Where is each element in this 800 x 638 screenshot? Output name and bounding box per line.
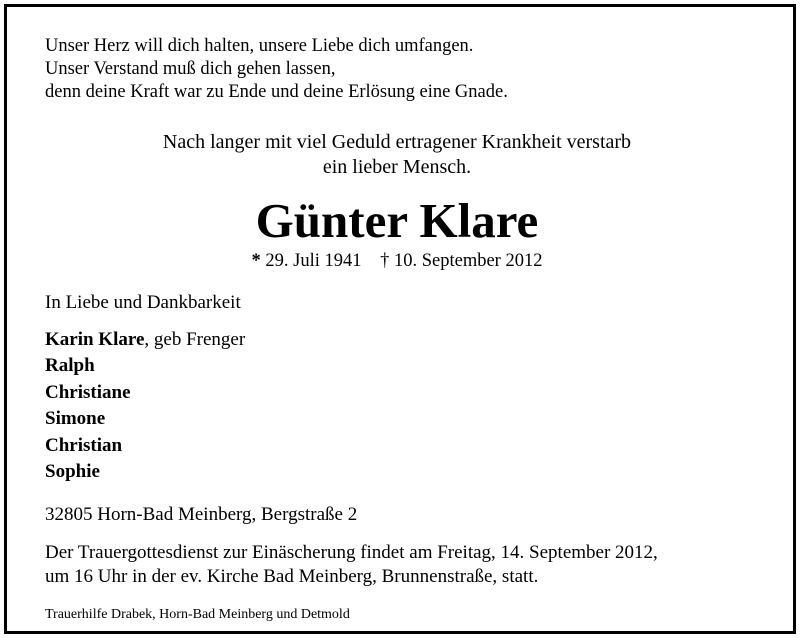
service-line: um 16 Uhr in der ev. Kirche Bad Meinberg, Brunnenstraße, statt. bbox=[45, 566, 539, 587]
birth-date: 29. Juli 1941 bbox=[265, 251, 362, 271]
deceased-name: Günter Klare bbox=[255, 193, 539, 248]
intro-line: Nach langer mit viel Geduld ertragener Krankheit verstarb bbox=[162, 131, 632, 153]
funeral-home: Trauerhilfe Drabek, Horn-Bad Meinberg und Detmold bbox=[45, 607, 350, 622]
family-member: Sophie bbox=[45, 461, 100, 483]
family-member: Ralph bbox=[45, 355, 95, 377]
service-info bbox=[45, 541, 658, 589]
birth-symbol: * bbox=[251, 251, 261, 271]
poem-line: Unser Verstand muß dich gehen lassen, bbox=[45, 59, 336, 79]
family-member: Simone bbox=[45, 408, 106, 430]
poem-line: denn deine Kraft war zu Ende und deine Erlösung eine Gnade. bbox=[45, 82, 508, 102]
life-dates bbox=[7, 250, 787, 272]
death-symbol: † bbox=[380, 251, 390, 271]
family-member-suffix: , geb Frenger bbox=[144, 329, 246, 350]
obituary-notice bbox=[4, 4, 796, 634]
address: 32805 Horn-Bad Meinberg, Bergstraße 2 bbox=[45, 504, 358, 525]
family-member: Christian bbox=[45, 434, 123, 456]
thanks-line: In Liebe und Dankbarkeit bbox=[45, 292, 241, 313]
poem bbox=[45, 35, 508, 104]
intro-line: ein lieber Mensch. bbox=[322, 156, 472, 178]
family-member-name: Karin Klare bbox=[45, 329, 145, 350]
death-date: 10. September 2012 bbox=[393, 251, 543, 271]
intro-text bbox=[7, 130, 787, 180]
family-member bbox=[45, 327, 245, 353]
poem-line: Unser Herz will dich halten, unsere Liebe dich umfangen. bbox=[45, 36, 474, 56]
family-list bbox=[45, 327, 245, 485]
service-line: Der Trauergottesdienst zur Einäscherung findet am Freitag, 14. September 2012, bbox=[45, 542, 658, 563]
family-member: Christiane bbox=[45, 381, 131, 403]
